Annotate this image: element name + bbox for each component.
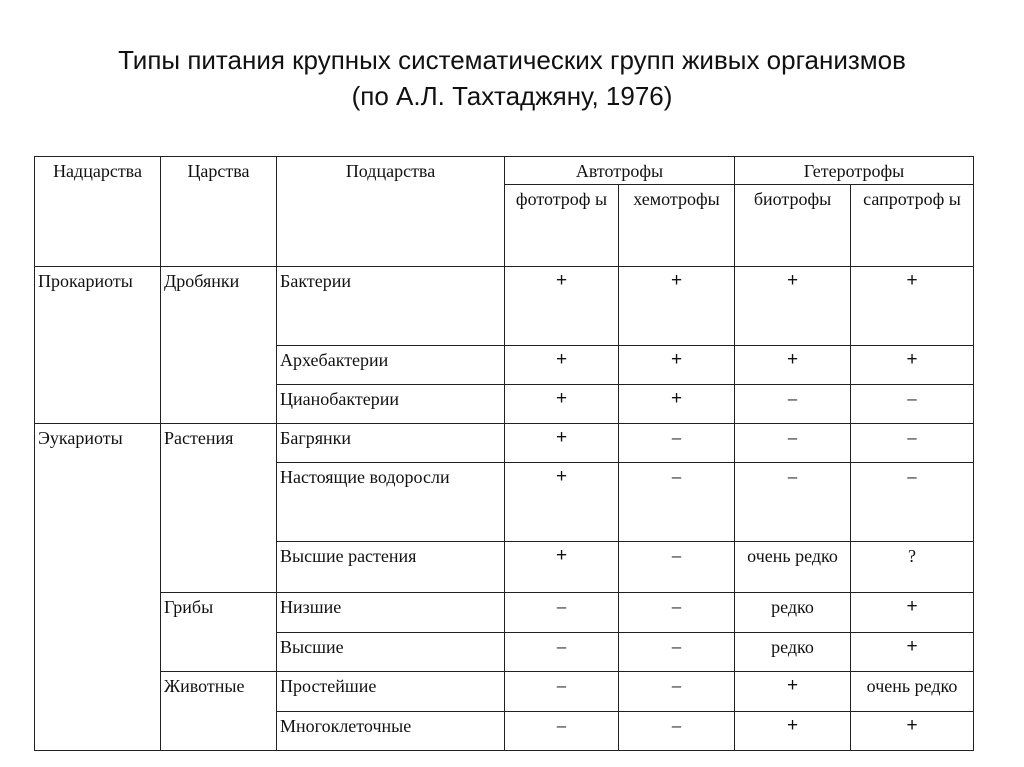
cell-chemo: – bbox=[619, 542, 735, 593]
cell-photo: + bbox=[505, 424, 619, 463]
cell-bio: очень редко bbox=[735, 542, 851, 593]
cell-chemo: + bbox=[619, 385, 735, 424]
cell-sapro: – bbox=[851, 424, 974, 463]
row-name: Багрянки bbox=[277, 424, 505, 463]
cell-photo: – bbox=[505, 672, 619, 712]
cell-bio: редко bbox=[735, 593, 851, 633]
group-prokaryotes: Прокариоты bbox=[35, 267, 161, 424]
table-row bbox=[35, 593, 974, 633]
group-eukaryotes: Эукариоты bbox=[35, 424, 161, 751]
title-line-2: (по А.Л. Тахтаджяну, 1976) bbox=[351, 81, 673, 111]
cell-sapro: очень редко bbox=[851, 672, 974, 712]
header-kingdoms: Царства bbox=[161, 157, 277, 267]
cell-photo: + bbox=[505, 463, 619, 542]
cell-chemo: – bbox=[619, 463, 735, 542]
cell-bio: + bbox=[735, 672, 851, 712]
table-row bbox=[35, 267, 974, 346]
cell-chemo: – bbox=[619, 633, 735, 672]
cell-chemo: – bbox=[619, 424, 735, 463]
header-subkingdoms: Подцарства bbox=[277, 157, 505, 267]
row-name: Высшие bbox=[277, 633, 505, 672]
group-drobyanki: Дробянки bbox=[161, 267, 277, 424]
nutrition-types-table bbox=[34, 156, 974, 751]
header-row bbox=[35, 157, 974, 185]
row-name: Настоящие водоросли bbox=[277, 463, 505, 542]
group-plants: Растения bbox=[161, 424, 277, 593]
cell-sapro: ? bbox=[851, 542, 974, 593]
cell-sapro: + bbox=[851, 593, 974, 633]
cell-photo: – bbox=[505, 593, 619, 633]
header-biotrophs: биотрофы bbox=[735, 185, 851, 267]
group-animals: Животные bbox=[161, 672, 277, 751]
row-name: Многоклеточные bbox=[277, 712, 505, 751]
document-title bbox=[0, 42, 1024, 114]
row-name: Бактерии bbox=[277, 267, 505, 346]
header-heterotrophs: Гетеротрофы bbox=[735, 157, 974, 185]
title-line-1: Типы питания крупных систематических групп живых организмов bbox=[118, 45, 906, 75]
cell-bio: + bbox=[735, 712, 851, 751]
cell-chemo: + bbox=[619, 346, 735, 385]
row-name: Высшие растения bbox=[277, 542, 505, 593]
cell-sapro: + bbox=[851, 267, 974, 346]
cell-bio: + bbox=[735, 346, 851, 385]
cell-photo: + bbox=[505, 385, 619, 424]
header-phototrophs: фототроф ы bbox=[505, 185, 619, 267]
cell-sapro: + bbox=[851, 633, 974, 672]
cell-photo: – bbox=[505, 712, 619, 751]
row-name: Низшие bbox=[277, 593, 505, 633]
cell-photo: + bbox=[505, 346, 619, 385]
cell-bio: – bbox=[735, 424, 851, 463]
cell-photo: + bbox=[505, 542, 619, 593]
cell-chemo: + bbox=[619, 267, 735, 346]
table-row bbox=[35, 424, 974, 463]
header-superkingdoms: Надцарства bbox=[35, 157, 161, 267]
cell-photo: + bbox=[505, 267, 619, 346]
row-name: Архебактерии bbox=[277, 346, 505, 385]
cell-chemo: – bbox=[619, 593, 735, 633]
row-name: Цианобактерии bbox=[277, 385, 505, 424]
cell-bio: – bbox=[735, 385, 851, 424]
header-autotrophs: Автотрофы bbox=[505, 157, 735, 185]
cell-bio: + bbox=[735, 267, 851, 346]
row-name: Простейшие bbox=[277, 672, 505, 712]
cell-photo: – bbox=[505, 633, 619, 672]
cell-chemo: – bbox=[619, 712, 735, 751]
group-fungi: Грибы bbox=[161, 593, 277, 672]
header-saprotrophs: сапротроф ы bbox=[851, 185, 974, 267]
cell-sapro: – bbox=[851, 385, 974, 424]
cell-sapro: – bbox=[851, 463, 974, 542]
cell-bio: – bbox=[735, 463, 851, 542]
header-chemotrophs: хемотрофы bbox=[619, 185, 735, 267]
table-row bbox=[35, 672, 974, 712]
cell-sapro: + bbox=[851, 346, 974, 385]
cell-bio: редко bbox=[735, 633, 851, 672]
cell-chemo: – bbox=[619, 672, 735, 712]
cell-sapro: + bbox=[851, 712, 974, 751]
